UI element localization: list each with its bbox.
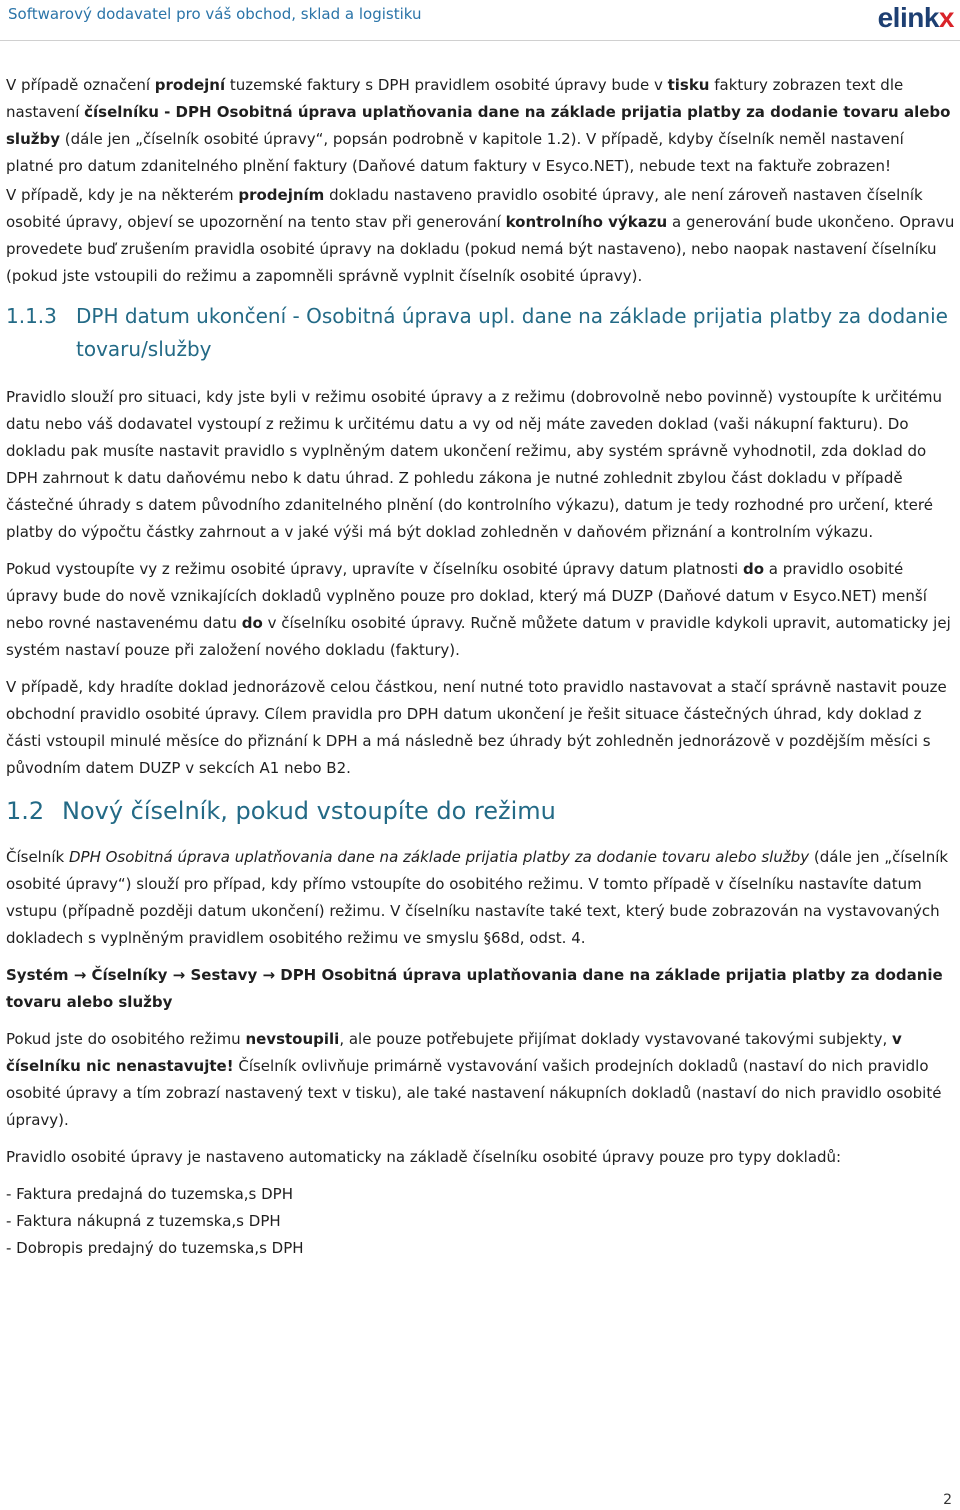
list-item: - Faktura predajná do tuzemska,s DPH bbox=[6, 1185, 293, 1203]
text: a pravidlo osobité úpravy bude do nově vznikajících dokladů vyplněno pouze pro doklad, který má DUZP (Daňové datum v Esyco.NET) menší nebo rovné nastavenému datu bbox=[6, 560, 927, 632]
bold-text: do bbox=[742, 560, 764, 578]
text: V případě, kdy je na některém bbox=[6, 186, 239, 204]
page-number: 2 bbox=[943, 1492, 952, 1508]
text: a generování bude ukončeno. Opravu provedete buď zrušením pravidla osobité úpravy na dokladu (pokud nemá být nastaveno), nebo naopak nastavení číselníku (pokud jste vstoupili do režimu a zapomněli správně vyplnit číselník osobité úpravy). bbox=[6, 213, 955, 285]
bold-text: do bbox=[241, 614, 263, 632]
bold-text: prodejní bbox=[154, 76, 226, 94]
section-title: Nový číselník, pokud vstoupíte do režimu bbox=[62, 797, 556, 825]
paragraph-codelist bbox=[6, 844, 956, 952]
bold-text: tisku bbox=[667, 76, 710, 94]
paragraph-not-entered bbox=[6, 1026, 956, 1134]
paragraph-warning bbox=[6, 182, 956, 290]
text: v číselníku osobité úpravy. Ručně můžete datum v pravidle kdykoli upravit, automaticky jej systém nastaví pouze při založení nového dokladu (faktury). bbox=[6, 614, 951, 659]
text: Číselník ovlivňuje primárně vystavování vašich prodejních dokladů (nastaví do nich pravidlo osobité úpravy a tím zobrazí nastavený text v tisku), ale také nastavení nákupních dokladů (nastaví do nich pravidlo osobité úpravy). bbox=[6, 1057, 942, 1129]
list-item: - Dobropis predajný do tuzemska,s DPH bbox=[6, 1239, 304, 1257]
bold-text: nevstoupili bbox=[245, 1030, 340, 1048]
text: faktury zobrazen text dle nastavení bbox=[6, 76, 904, 121]
section-heading-1-2 bbox=[6, 796, 956, 826]
list-item: - Faktura nákupná z tuzemska,s DPH bbox=[6, 1212, 281, 1230]
bold-text: číselníku - DPH Osobitná úprava uplatňovania dane na základe prijatia platby za dodanie tovaru alebo služby bbox=[6, 103, 951, 148]
italic-text: DPH Osobitná úprava uplatňovania dane na základe prijatia platby za dodanie tovaru alebo služby bbox=[68, 848, 810, 866]
bold-text: v číselníku nic nenastavujte! bbox=[6, 1030, 902, 1075]
paragraph-exit-regime bbox=[6, 556, 956, 664]
paragraph-invoice-print bbox=[6, 72, 956, 180]
document-type-list bbox=[6, 1181, 956, 1262]
paragraph-document-types: Pravidlo osobité úpravy je nastaveno automaticky na základě číselníku osobité úpravy pouze pro typy dokladů: bbox=[6, 1148, 842, 1166]
text: , ale pouze potřebujete přijímat doklady vystavované takovými subjekty, bbox=[339, 1030, 892, 1048]
bold-text: prodejním bbox=[238, 186, 325, 204]
section-number: 1.2 bbox=[6, 797, 45, 825]
paragraph-one-time-payment: V případě, kdy hradíte doklad jednorázově celou částkou, není nutné toto pravidlo nastavovat a stačí správně nastavit pouze obchodní pravidlo osobité úpravy. Cílem pravidla pro DPH datum ukončení je řešit situace částečných úhrad, kdy doklad z části vstoupil minulé měsíce do přiznání k DPH a má následně bez úhrady být zohledněn jednorázově v pozdějším měsíci s původním datem DUZP v sekcích A1 nebo B2. bbox=[6, 678, 947, 777]
section-heading-1-1-3 bbox=[6, 300, 956, 366]
text: dokladu nastaveno pravidlo osobité úpravy, ale není zároveň nastaven číselník osobité úpravy, objeví se upozornění na tento stav při generování bbox=[6, 186, 923, 231]
text: (dále jen „číselník osobité úpravy“, popsán podrobně v kapitole 1.2). V případě, kdyby číselník neměl nastavení platné pro datum zdanitelného plnění faktury (Daňové datum faktury v Esyco.NET), nebude text na faktuře zobrazen! bbox=[6, 130, 904, 175]
text: tuzemské faktury s DPH pravidlem osobité úpravy bude v bbox=[225, 76, 668, 94]
menu-path bbox=[6, 962, 956, 1016]
page-header bbox=[0, 0, 960, 41]
elinkx-logo bbox=[878, 2, 954, 34]
section-title: DPH datum ukončení - Osobitná úprava upl. dane na základe prijatia platby za dodanie tovaru/služby bbox=[76, 304, 948, 361]
menu-path-text: Systém → Číselníky → Sestavy → DPH Osobitná úprava uplatňovania dane na základe prijatia platby za dodanie tovaru alebo služby bbox=[6, 966, 943, 1011]
section-number: 1.1.3 bbox=[6, 304, 57, 328]
paragraph-rule-purpose: Pravidlo slouží pro situaci, kdy jste byli v režimu osobité úpravy a z režimu (dobrovolně nebo povinně) vystoupíte k určitému datu nebo váš dodavatel vystoupí z režimu k určitému datu a vy od něj máte zaveden doklad (vaši nákupní fakturu). Do dokladu pak musíte nastavit pravidlo s vyplněným datem ukončení režimu, aby systém správně vyhodnotil, zda doklad do DPH zahrnout k datu daňovému nebo k datu úhrad. Z pohledu zákona je nutné zohlednit zbylou část dokladu v případě částečné úhrady s datem původního zdanitelného plnění (do kontrolního výkazu), datum je tedy rozhodné pro určení, které platby do výpočtu částky zahrnout a v jaké výši má být doklad zohledněn v daňovém přiznání a kontrolním výkazu. bbox=[6, 388, 942, 541]
bold-text: kontrolního výkazu bbox=[505, 213, 668, 231]
text: V případě označení bbox=[6, 76, 155, 94]
logo-main: elink bbox=[877, 2, 939, 33]
text: (dále jen „číselník osobité úpravy“) slouží pro případ, kdy přímo vstoupíte do osobitého režimu. V tomto případě v číselníku nastavíte datum vstupu (případně později datum ukončení) režimu. V číselníku nastavíte také text, který bude zobrazován na vystavovaných dokladech s vyplněným pravidlem osobitého režimu ve smyslu §68d, odst. 4. bbox=[6, 848, 949, 947]
text: Číselník bbox=[6, 848, 69, 866]
header-title: Softwarový dodavatel pro váš obchod, sklad a logistiku bbox=[8, 5, 422, 23]
document-body bbox=[6, 72, 956, 1262]
text: Pokud jste do osobitého režimu bbox=[6, 1030, 246, 1048]
logo-accent: x bbox=[938, 2, 954, 33]
text: Pokud vystoupíte vy z režimu osobité úpravy, upravíte v číselníku osobité úpravy datum platnosti bbox=[6, 560, 743, 578]
